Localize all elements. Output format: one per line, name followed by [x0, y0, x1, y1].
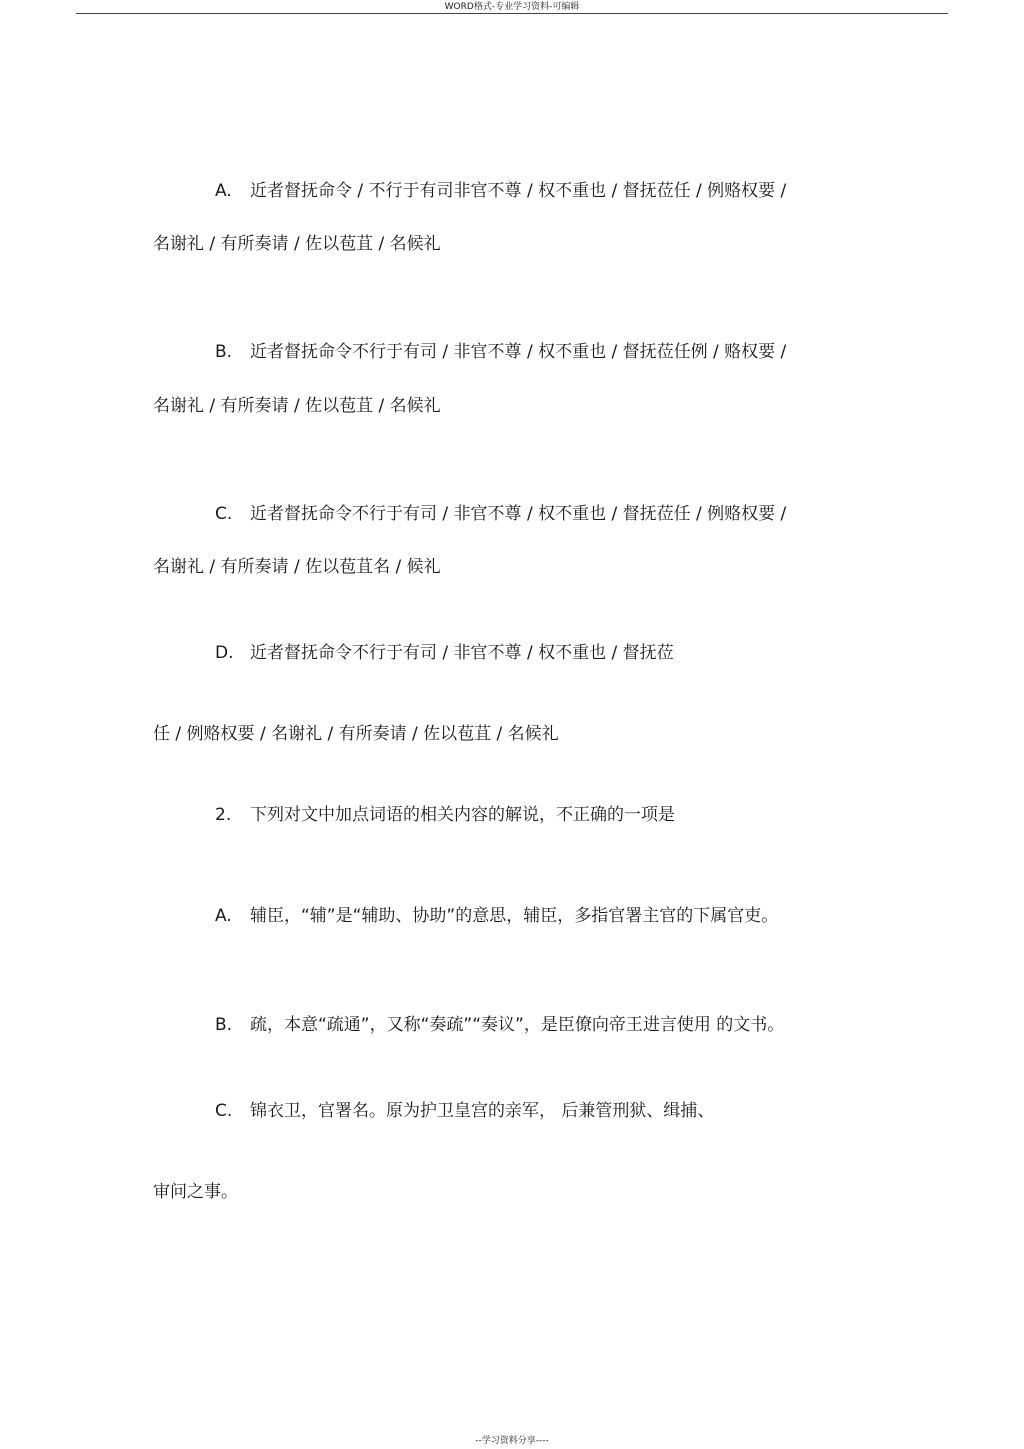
q2-option-c-marker: C.	[215, 1101, 233, 1121]
q2-option-a-marker: A.	[215, 906, 232, 926]
option-d-line1: 近者督抚命令不行于有司 / 非官不尊 / 权不重也 / 督抚莅	[250, 643, 674, 663]
page-header: WORD格式-专业学习资料-可编辑	[444, 2, 580, 12]
option-d-marker: D.	[215, 643, 234, 663]
question-2-text: 下列对文中加点词语的相关内容的解说，不正确的一项是	[250, 805, 675, 825]
q2-option-b-marker: B.	[215, 1015, 233, 1035]
option-a-line1: 近者督抚命令 / 不行于有司非官不尊 / 权不重也 / 督抚莅任 / 例赂权要 /	[250, 181, 787, 201]
header-rule	[76, 13, 948, 14]
option-a-line2: 名谢礼 / 有所奏请 / 佐以苞苴 / 名候礼	[153, 234, 441, 254]
option-c-line2: 名谢礼 / 有所奏请 / 佐以苞苴名 / 候礼	[153, 557, 441, 577]
option-b-line2: 名谢礼 / 有所奏请 / 佐以苞苴 / 名候礼	[153, 396, 441, 416]
option-b-marker: B.	[215, 342, 233, 362]
question-2-number: 2.	[215, 805, 232, 825]
page-footer: --学习资料分享----	[475, 1436, 549, 1446]
option-b-line1: 近者督抚命令不行于有司 / 非官不尊 / 权不重也 / 督抚莅任例 / 赂权要 /	[250, 342, 787, 362]
option-c-marker: C.	[215, 504, 233, 524]
q2-option-a-line1: 辅臣，“辅”是“辅助、协助”的意思，辅臣，多指官署主官的下属官吏。	[250, 906, 779, 926]
option-a-marker: A.	[215, 181, 232, 201]
option-c-line1: 近者督抚命令不行于有司 / 非官不尊 / 权不重也 / 督抚莅任 / 例赂权要 /	[250, 504, 787, 524]
q2-option-b-line1: 疏，本意“疏通”，又称“奏疏”“奏议”，是臣僚向帝王进言使用 的文书。	[250, 1015, 785, 1035]
option-d-line2: 任 / 例赂权要 / 名谢礼 / 有所奏请 / 佐以苞苴 / 名候礼	[153, 724, 559, 744]
q2-option-c-line2: 审问之事。	[153, 1182, 238, 1202]
q2-option-c-line1: 锦衣卫，官署名。原为护卫皇宫的亲军， 后兼管刑狱、缉捕、	[250, 1101, 715, 1121]
